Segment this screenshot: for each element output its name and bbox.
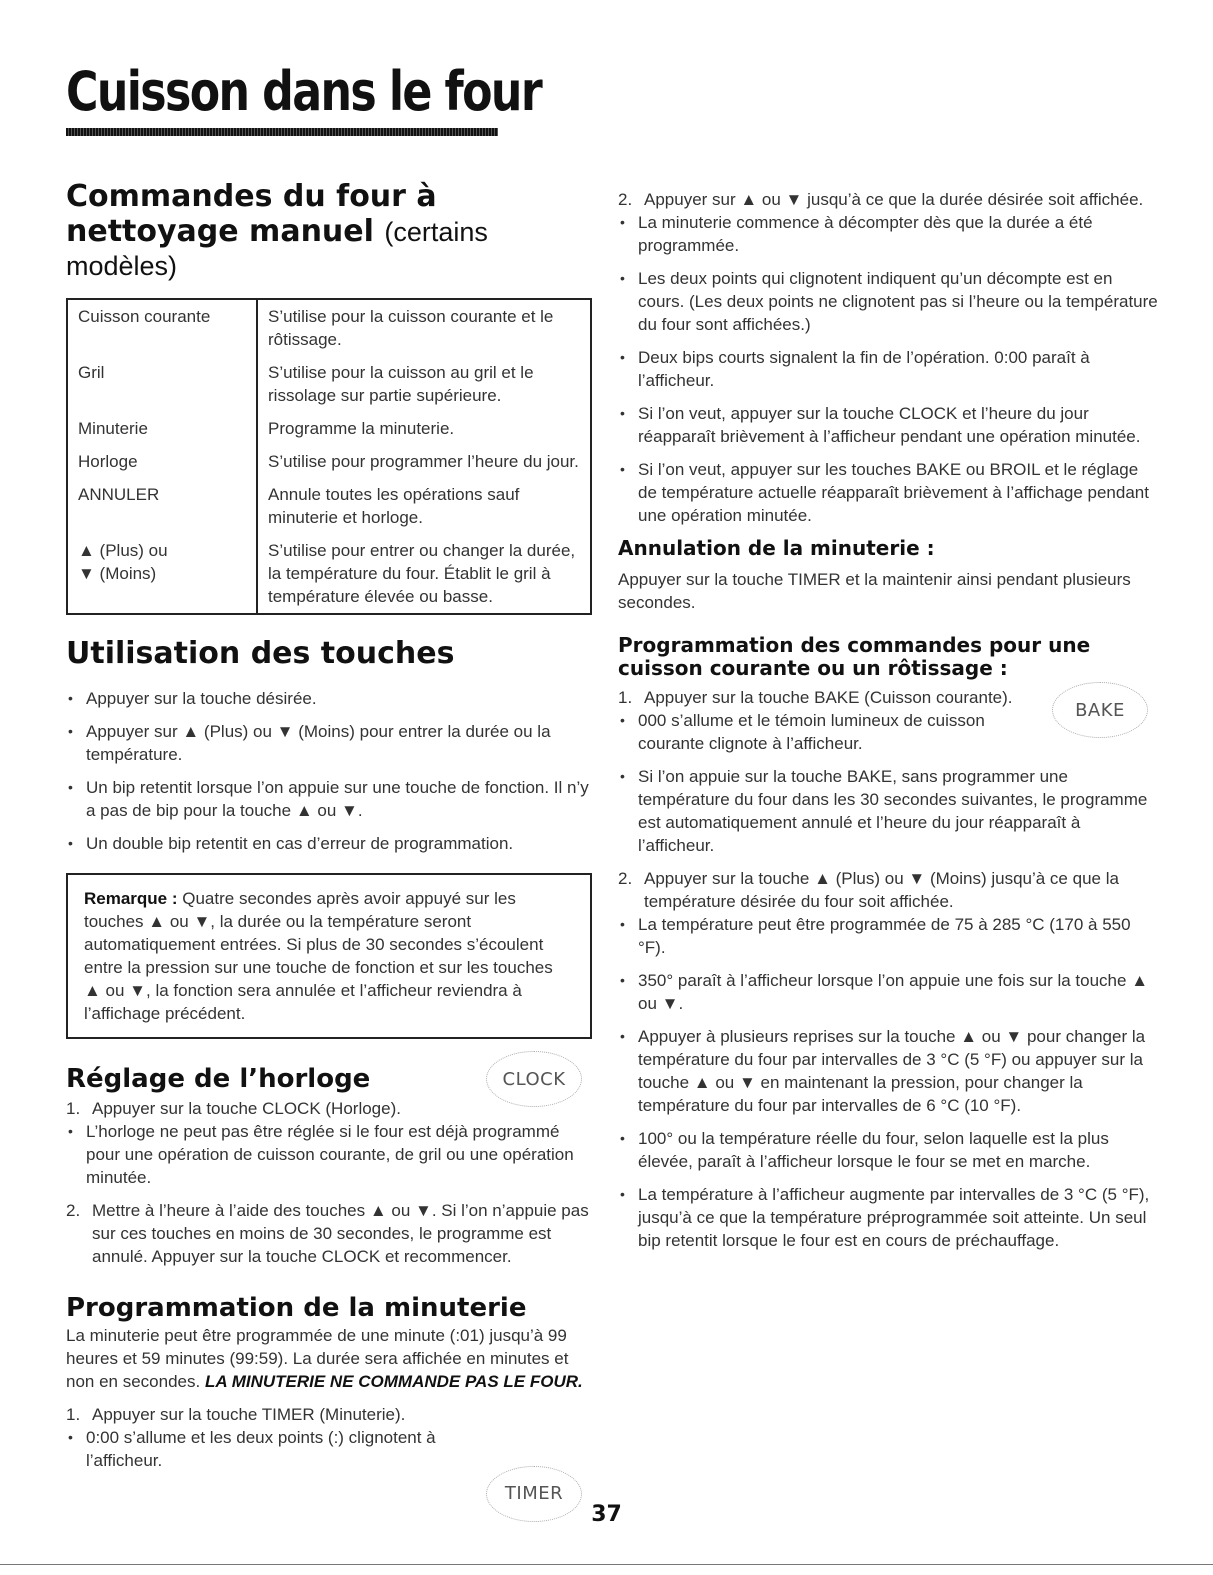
cancel-heading: Annulation de la minuterie : — [618, 536, 935, 560]
control-desc: S’utilise pour la cuisson courante et le rôtissage. — [268, 306, 554, 349]
control-key: ▲ (Plus) ou ▼ (Moins) — [67, 534, 257, 614]
bake-key-icon: BAKE — [1052, 682, 1148, 738]
bake-step-2: 2. Appuyer sur la touche ▲ (Plus) ou ▼ (Moins) jusqu’à ce que la température désirée du four soit affichée. — [618, 869, 1119, 911]
touches-list — [66, 687, 592, 855]
remark-box — [66, 873, 592, 1039]
list-item: • La minuterie commence à décompter dès que la durée a été programmée. — [618, 211, 1158, 257]
list-item: • Appuyer sur ▲ (Plus) ou ▼ (Moins) pour entrer la durée ou la température. — [66, 720, 592, 766]
remark-body: Quatre secondes après avoir appuyé sur les touches ▲ ou ▼, la durée ou la température seront automatiquement entrées. Si plus de 30 secondes s’écoulent entre la pression sur une touche de fonction et sur les touches ▲ ou ▼, la fonction sera annulée et l’afficheur reviendra à l’affichage précédent. — [84, 889, 553, 1023]
controls-heading-note: (certains modèles) — [66, 216, 488, 281]
control-key: Horloge — [67, 445, 257, 478]
controls-heading — [66, 180, 592, 284]
table-row — [67, 356, 591, 412]
touches-heading: Utilisation des touches — [66, 635, 455, 671]
table-row — [67, 478, 591, 534]
timer-step2-list — [618, 211, 1158, 527]
list-item: • Si l’on veut, appuyer sur les touches BAKE ou BROIL et le réglage de température actuelle réapparaît brièvement à l’affichage pendant une opération minutée. — [618, 458, 1158, 527]
cancel-text: Appuyer sur la touche TIMER et la maintenir ainsi pendant plusieurs secondes. — [618, 570, 1131, 612]
timer-heading: Programmation de la minuterie — [66, 1292, 527, 1323]
bake-section — [618, 634, 1158, 1252]
list-item: • Un bip retentit lorsque l’on appuie sur une touche de fonction. Il n’y a pas de bip pour la touche ▲ ou ▼. — [66, 776, 592, 822]
list-item: • 100° ou la température réelle du four, selon laquelle est la plus élevée, paraît à l’afficheur lorsque le four se met en marche. — [618, 1127, 1158, 1173]
clock-section — [66, 1065, 592, 1268]
controls-table — [66, 298, 592, 615]
page-number: 37 — [591, 1502, 622, 1527]
list-item: • L’horloge ne peut pas être réglée si le four est déjà programmé pour une opération de cuisson courante, de gril ou une opération minutée. — [66, 1120, 592, 1189]
list-item: • Si l’on appuie sur la touche BAKE, sans programmer une température du four dans les 30 secondes suivantes, le programme est automatiquement annulé et l’heure du jour réapparaît à l’afficheur. — [618, 765, 1158, 857]
timer-emphasis: LA MINUTERIE NE COMMANDE PAS LE FOUR. — [204, 1371, 583, 1391]
timer-section — [66, 1292, 592, 1505]
list-item: • La température peut être programmée de 75 à 285 °C (170 à 550 °F). — [618, 913, 1158, 959]
control-desc: Annule toutes les opérations sauf minuterie et horloge. — [268, 484, 520, 527]
control-key: Minuterie — [67, 412, 257, 445]
control-key: Gril — [67, 356, 257, 412]
table-row — [67, 412, 591, 445]
timer-step1-list — [66, 1426, 592, 1472]
timer-key-icon: TIMER — [486, 1466, 582, 1522]
timer-intro: La minuterie peut être programmée de une minute (:01) jusqu’à 99 heures et 59 minutes (99:59). La durée sera affichée en minutes et non en secondes. LA MINUTERIE NE COMMANDE PAS LE FOUR. — [66, 1325, 583, 1391]
list-item: • Les deux points qui clignotent indiquent qu’un décompte est en cours. (Les deux points ne clignotent pas si l’heure ou la température du four sont affichées.) — [618, 267, 1158, 336]
timer-step-1: 1. Appuyer sur la touche TIMER (Minuterie). — [66, 1404, 406, 1424]
list-item: • 350° paraît à l’afficheur lorsque l’on appuie une fois sur la touche ▲ ou ▼. — [618, 969, 1158, 1015]
clock-step-1: 1. Appuyer sur la touche CLOCK (Horloge). — [66, 1098, 401, 1118]
clock-step-2: 2. Mettre à l’heure à l’aide des touches ▲ ou ▼. Si l’on n’appuie pas sur ces touches en moins de 30 secondes, le programme est annulé. Appuyer sur la touche CLOCK et recommencer. — [66, 1200, 589, 1266]
right-column — [618, 188, 1158, 1262]
clock-step1-list — [66, 1120, 592, 1189]
bottom-rule — [0, 1564, 1213, 1565]
control-desc: Programme la minuterie. — [268, 418, 455, 438]
list-item: • La température à l’afficheur augmente par intervalles de 3 °C (5 °F), jusqu’à ce que la température préprogrammée soit atteinte. Un seul bip retentit lorsque le four est en cours de préchauffage. — [618, 1183, 1158, 1252]
remark-label: Remarque : — [84, 889, 178, 908]
list-item: • 0:00 s’allume et les deux points (:) clignotent à l’afficheur. — [66, 1426, 472, 1472]
bake-step1-list — [618, 709, 1158, 857]
bake-step2-list — [618, 913, 1158, 1252]
list-item: • 000 s’allume et le témoin lumineux de cuisson courante clignote à l’afficheur. — [618, 709, 1158, 755]
list-item: • Appuyer sur la touche désirée. — [66, 687, 592, 710]
list-item: • Deux bips courts signalent la fin de l’opération. 0:00 paraît à l’afficheur. — [618, 346, 1158, 392]
list-item: • Un double bip retentit en cas d’erreur de programmation. — [66, 832, 592, 855]
title-rule — [66, 128, 498, 136]
table-row — [67, 534, 591, 614]
bake-heading: Programmation des commandes pour une cuisson courante ou un rôtissage : — [618, 633, 1091, 680]
remark-text — [84, 887, 574, 1025]
list-item: • Si l’on veut, appuyer sur la touche CLOCK et l’heure du jour réapparaît brièvement à l’afficheur pendant une opération minutée. — [618, 402, 1158, 448]
control-desc: S’utilise pour la cuisson au gril et le rissolage sur partie supérieure. — [268, 362, 534, 405]
control-key: Cuisson courante — [67, 299, 257, 356]
clock-key-icon: CLOCK — [486, 1051, 582, 1107]
control-key: ANNULER — [67, 478, 257, 534]
clock-heading: Réglage de l’horloge — [66, 1064, 371, 1094]
table-row — [67, 299, 591, 356]
control-desc: S’utilise pour entrer ou changer la durée, la température du four. Établit le gril à température élevée ou basse. — [268, 540, 576, 606]
controls-heading-main: Commandes du four à nettoyage manuel — [66, 179, 437, 249]
table-row — [67, 445, 591, 478]
bake-step-1: 1. Appuyer sur la touche BAKE (Cuisson courante). — [618, 688, 1013, 707]
left-column — [66, 179, 592, 1505]
page-title: Cuisson dans le four — [66, 60, 542, 123]
timer-step-2: 2. Appuyer sur ▲ ou ▼ jusqu’à ce que la durée désirée soit affichée. — [618, 190, 1144, 209]
control-desc: S’utilise pour programmer l’heure du jour. — [268, 451, 579, 471]
list-item: • Appuyer à plusieurs reprises sur la touche ▲ ou ▼ pour changer la température du four par intervalles de 3 °C (5 °F) ou appuyer sur la touche ▲ ou ▼ en maintenant la pression, pour changer la température du four par intervalles de 6 °C (10 °F). — [618, 1025, 1158, 1117]
